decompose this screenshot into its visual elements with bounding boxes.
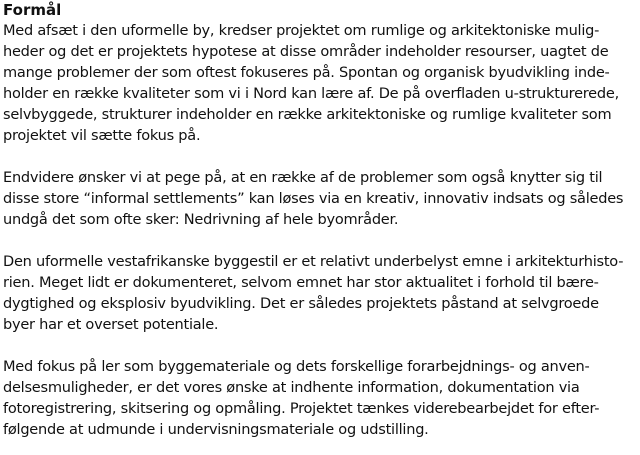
- paragraph-spacer: [3, 230, 639, 251]
- paragraph-spacer: [3, 335, 639, 356]
- section-heading: Formål: [3, 1, 62, 19]
- text-line: Med afsæt i den uformelle by, kredser projektet om rumlige og arkitektoniske mulig-: [3, 22, 600, 39]
- text-line: dygtighed og eksplosiv byudvikling. Det er således projektets påstand at selvgroede: [3, 295, 599, 312]
- text-line: Den uformelle vestafrikanske byggestil er et relativt underbelyst emne i arkitekturhisto-: [3, 253, 624, 270]
- text-line: byer har et overset potentiale.: [3, 316, 219, 333]
- text-line: projektet vil sætte fokus på.: [3, 127, 201, 144]
- text-line: Endvidere ønsker vi at pege på, at en række af de problemer som også knytter sig til: [3, 169, 603, 186]
- paragraph-building-style: [3, 251, 639, 335]
- text-line: mange problemer der som oftest fokuseres på. Spontan og organisk byudvikling inde-: [3, 64, 610, 81]
- paragraph-purpose: [3, 20, 639, 146]
- text-line: følgende at udmunde i undervisningsmateriale og udstilling.: [3, 421, 429, 438]
- paragraph-clay-focus: [3, 356, 639, 440]
- paragraph-spacer: [3, 146, 639, 167]
- text-line: undgå det som ofte sker: Nedrivning af hele byområder.: [3, 211, 399, 228]
- text-line: heder og det er projektets hypotese at disse områder indeholder resourser, uagtet de: [3, 43, 609, 60]
- text-line: fotoregistrering, skitsering og opmåling. Projektet tænkes viderebearbejdet for efter-: [3, 400, 600, 417]
- text-line: Med fokus på ler som byggemateriale og dets forskellige forarbejdnings- og anven-: [3, 358, 590, 375]
- text-line: holder en række kvaliteter som vi i Nord kan lære af. De på overfladen u-strukturerede,: [3, 85, 619, 102]
- text-line: delsesmuligheder, er det vores ønske at indhente information, dokumentation via: [3, 379, 580, 396]
- text-line: disse store “informal settlements” kan løses via en kreativ, innovativ indsats og således: [3, 190, 624, 207]
- document-body: [3, 0, 639, 440]
- text-line: selvbyggede, strukturer indeholder en række arkitektoniske og rumlige kvaliteter som: [3, 106, 612, 123]
- text-line: rien. Meget lidt er dokumenteret, selvom emnet har stor aktualitet i forhold til bære-: [3, 274, 599, 291]
- paragraph-problems: [3, 167, 639, 230]
